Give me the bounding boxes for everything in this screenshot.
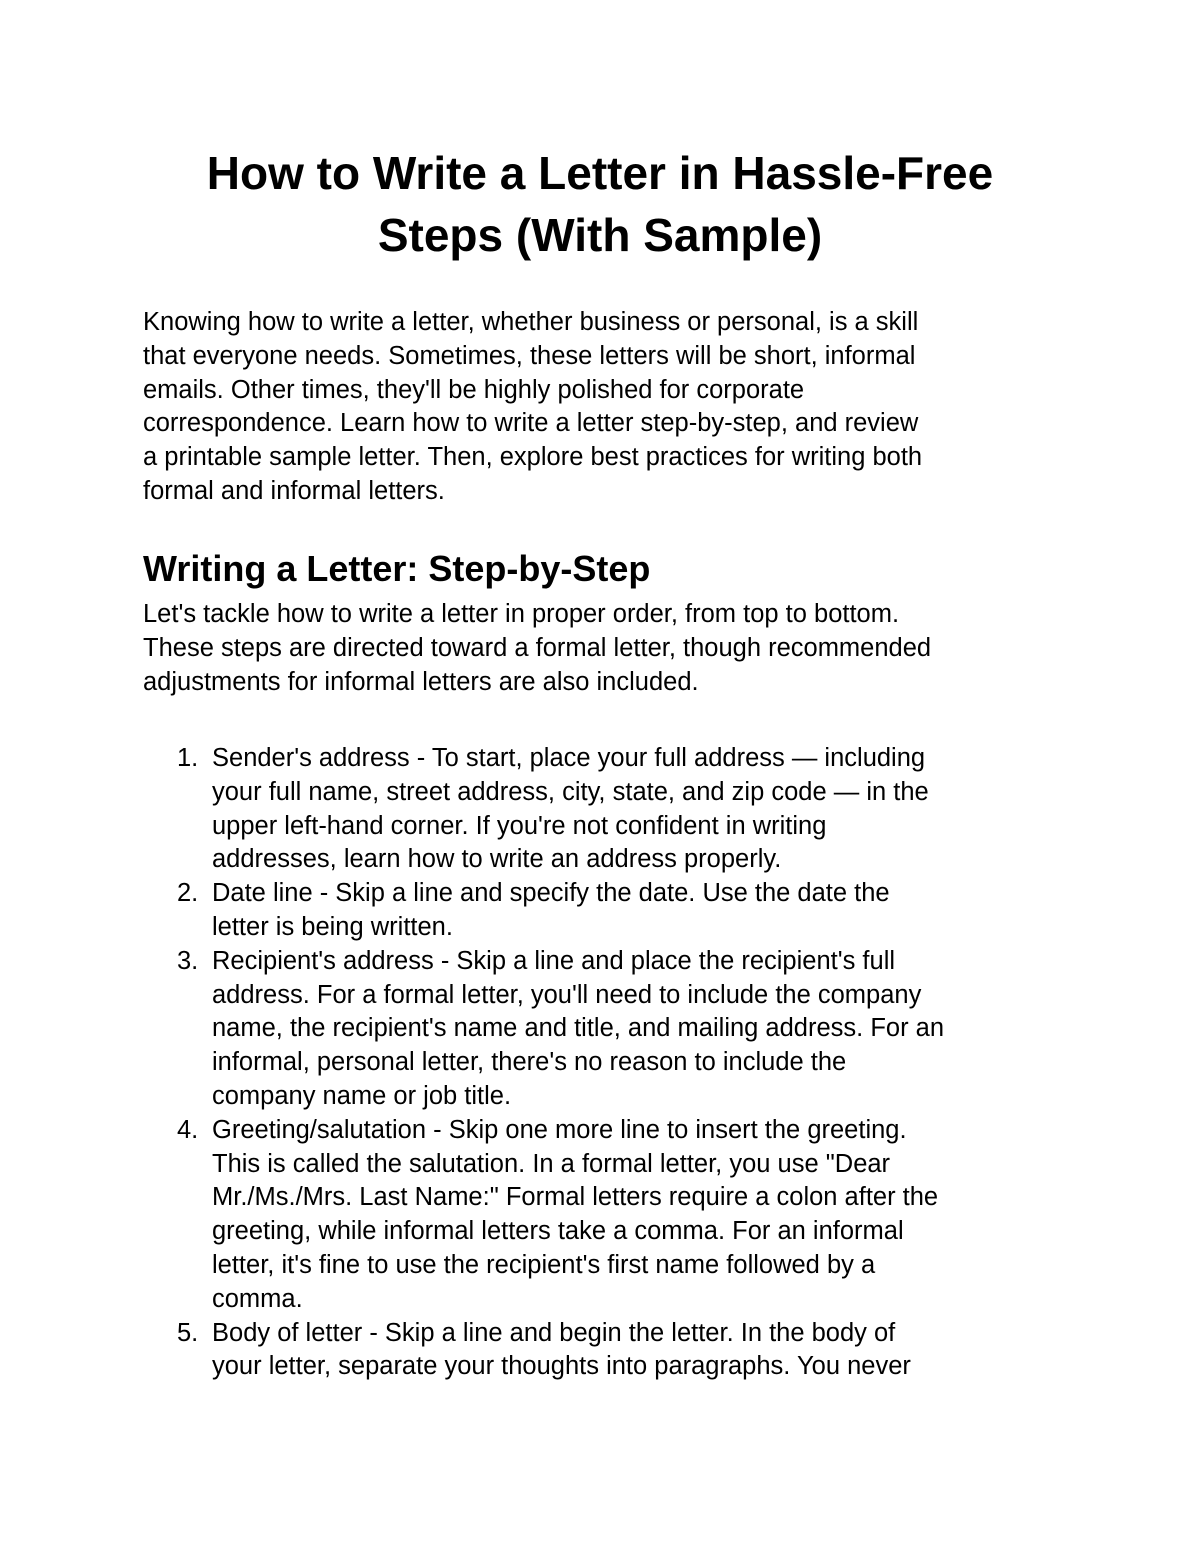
step-number: 3. bbox=[177, 946, 199, 975]
step-item-body-of-letter bbox=[143, 1317, 1083, 1385]
step-number: 1. bbox=[177, 744, 199, 772]
intro-line: Knowing how to write a letter, whether business or personal, is a skill bbox=[143, 308, 919, 336]
step-item-greeting-salutation bbox=[143, 1114, 1083, 1317]
intro-line: that everyone needs. Sometimes, these letters will be short, informal bbox=[143, 341, 916, 370]
intro-line: formal and informal letters. bbox=[143, 476, 445, 505]
step-text-line: Recipient's address - Skip a line and place the recipient's full bbox=[212, 946, 896, 975]
step-text-line: company name or job title. bbox=[212, 1081, 512, 1110]
step-text-line: Date line - Skip a line and specify the date. Use the date the bbox=[212, 879, 890, 908]
document-title bbox=[130, 142, 1070, 266]
step-text-line: letter is being written. bbox=[212, 912, 453, 941]
section-intro-paragraph bbox=[143, 598, 1083, 699]
intro-paragraph bbox=[143, 306, 1063, 509]
step-item-senders-address bbox=[143, 742, 1083, 877]
section-heading: Writing a Letter: Step-by-Step bbox=[143, 548, 651, 589]
intro-line: a printable sample letter. Then, explore best practices for writing both bbox=[143, 443, 923, 472]
document-title-line: How to Write a Letter in Hassle-Free bbox=[206, 147, 994, 199]
section-intro-line: adjustments for informal letters are also included. bbox=[143, 667, 699, 696]
step-text-line: address. For a formal letter, you'll need to include the company bbox=[212, 980, 922, 1009]
document-title-line: Steps (With Sample) bbox=[377, 209, 823, 261]
step-text-line: Sender's address - To start, place your full address — including bbox=[212, 744, 926, 772]
step-text-line: Body of letter - Skip a line and begin the letter. In the body of bbox=[212, 1318, 896, 1347]
step-text-line: greeting, while informal letters take a comma. For an informal bbox=[212, 1217, 904, 1246]
step-text-line: Greeting/salutation - Skip one more line to insert the greeting. bbox=[212, 1115, 907, 1144]
step-text-line: informal, personal letter, there's no reason to include the bbox=[212, 1048, 847, 1077]
step-text-line: upper left-hand corner. If you're not confident in writing bbox=[212, 811, 827, 840]
step-text-line: This is called the salutation. In a formal letter, you use "Dear bbox=[212, 1149, 891, 1178]
intro-line: correspondence. Learn how to write a letter step-by-step, and review bbox=[143, 409, 919, 438]
step-number: 2. bbox=[177, 879, 199, 908]
section-intro-line: Let's tackle how to write a letter in proper order, from top to bottom. bbox=[143, 600, 900, 628]
step-number: 5. bbox=[177, 1318, 199, 1347]
step-item-date-line bbox=[143, 877, 1083, 945]
steps-list bbox=[143, 742, 1083, 1384]
step-text-line: comma. bbox=[212, 1284, 303, 1313]
step-text-line: addresses, learn how to write an address properly. bbox=[212, 845, 782, 874]
step-text-line: Mr./Ms./Mrs. Last Name:" Formal letters require a colon after the bbox=[212, 1183, 939, 1212]
section-intro-line: These steps are directed toward a formal letter, though recommended bbox=[143, 633, 932, 662]
step-item-recipients-address bbox=[143, 945, 1083, 1114]
step-number: 4. bbox=[177, 1115, 199, 1144]
step-text-line: your letter, separate your thoughts into paragraphs. You never bbox=[212, 1352, 911, 1381]
step-text-line: name, the recipient's name and title, and mailing address. For an bbox=[212, 1014, 945, 1043]
step-text-line: letter, it's fine to use the recipient's first name followed by a bbox=[212, 1250, 876, 1279]
intro-line: emails. Other times, they'll be highly polished for corporate bbox=[143, 375, 805, 404]
step-text-line: your full name, street address, city, state, and zip code — in the bbox=[212, 777, 929, 806]
